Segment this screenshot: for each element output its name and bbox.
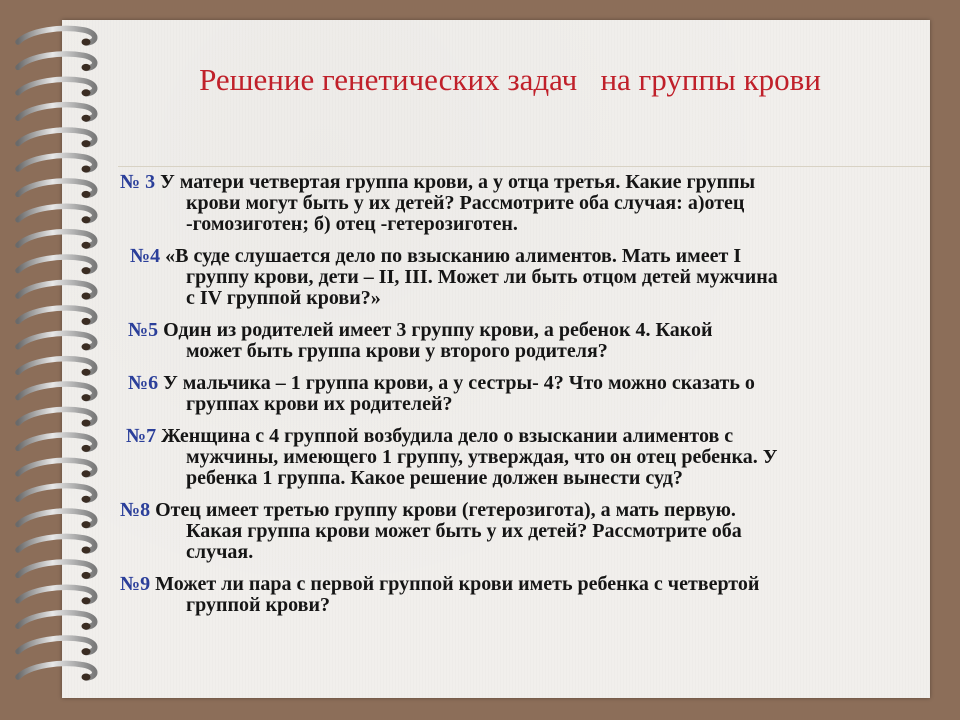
task-text: группу крови, дети – II, III. Может ли быть отцом детей мужчина (186, 266, 778, 288)
binding-hole (82, 674, 91, 681)
task-text: крови могут быть у их детей? Рассмотрите оба случая: а)отец (186, 192, 745, 214)
task-item (120, 246, 910, 309)
task-item (120, 373, 910, 415)
binding-hole (82, 597, 91, 604)
task-text: Один из родителей имеет 3 группу крови, а ребенок 4. Какой (163, 319, 713, 341)
task-number: № 3 (120, 171, 156, 193)
task-list (120, 172, 910, 627)
task-item (120, 500, 910, 563)
task-text: группой крови? (186, 594, 330, 616)
task-number: №4 (130, 245, 161, 267)
binding-hole (82, 343, 91, 350)
task-text: ребенка 1 группа. Какое решение должен вынести суд? (186, 467, 683, 489)
task-text: мужчины, имеющего 1 группу, утверждая, что он отец ребенка. У (186, 446, 778, 468)
task-number: №6 (128, 372, 159, 394)
task-item (120, 172, 910, 235)
task-text: с IV группой крови?» (186, 287, 381, 309)
binding-hole (82, 242, 91, 249)
binding-hole (82, 115, 91, 122)
title-divider (118, 166, 930, 167)
binding-hole (82, 39, 91, 46)
task-item (120, 320, 910, 362)
task-text: У мальчика – 1 группа крови, а у сестры- 4? Что можно сказать о (163, 372, 755, 394)
binding-hole (82, 572, 91, 579)
task-text: Какая группа крови может быть у их детей? Рассмотрите оба (186, 520, 742, 542)
binding-hole (82, 648, 91, 655)
binding-hole (82, 166, 91, 173)
task-item (120, 426, 910, 489)
binding-hole (82, 394, 91, 401)
binding-hole (82, 293, 91, 300)
spiral-binding-icon (0, 22, 110, 702)
task-text: -гомозиготен; б) отец -гетерозиготен. (186, 213, 518, 235)
binding-hole (82, 547, 91, 554)
task-text: У матери четвертая группа крови, а у отца третья. Какие группы (160, 171, 756, 193)
binding-hole (82, 496, 91, 503)
binding-hole (82, 369, 91, 376)
task-number: №9 (120, 573, 151, 595)
binding-hole (82, 470, 91, 477)
binding-hole (82, 267, 91, 274)
task-item (120, 574, 910, 616)
binding-hole (82, 191, 91, 198)
binding-hole (82, 445, 91, 452)
binding-hole (82, 521, 91, 528)
task-text: Отец имеет третью группу крови (гетерозигота), а мать первую. (155, 499, 736, 521)
binding-hole (82, 420, 91, 427)
task-number: №5 (128, 319, 159, 341)
task-number: №8 (120, 499, 151, 521)
page-title: Решение генетических задач на группы крови (199, 62, 821, 97)
task-text: случая. (186, 541, 254, 563)
task-text: Может ли пара с первой группой крови иметь ребенка с четвертой (155, 573, 760, 595)
task-text: «В суде слушается дело по взысканию алиментов. Мать имеет I (165, 245, 742, 267)
binding-hole (82, 140, 91, 147)
task-number: №7 (126, 425, 157, 447)
binding-hole (82, 623, 91, 630)
binding-hole (82, 318, 91, 325)
binding-hole (82, 216, 91, 223)
binding-hole (82, 64, 91, 71)
task-text: Женщина с 4 группой возбудила дело о взыскании алиментов с (161, 425, 734, 447)
task-text: группах крови их родителей? (186, 393, 453, 415)
task-text: может быть группа крови у второго родителя? (186, 340, 608, 362)
binding-hole (82, 89, 91, 96)
